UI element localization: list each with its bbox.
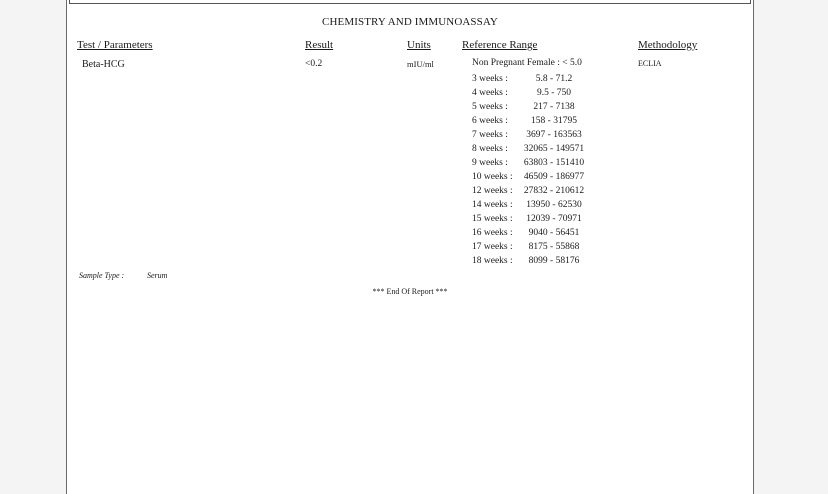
header-units: Units	[407, 39, 431, 51]
reference-week-label: 17 weeks :	[472, 242, 513, 252]
reference-week-label: 6 weeks :	[472, 116, 508, 126]
header-result: Result	[305, 39, 334, 51]
header-methodology: Methodology	[638, 39, 698, 51]
reference-week-label: 15 weeks :	[472, 214, 513, 224]
reference-week-range: 27832 - 210612	[523, 186, 585, 196]
reference-week-range: 3697 - 163563	[526, 130, 582, 140]
reference-week-label: 5 weeks :	[472, 102, 508, 112]
header-frame	[69, 0, 751, 4]
sample-type-value: Serum	[147, 271, 168, 280]
reference-week-range: 9.5 - 750	[536, 88, 572, 98]
reference-week-label: 3 weeks :	[472, 74, 508, 84]
reference-week-label: 10 weeks :	[472, 172, 513, 182]
reference-week-range: 63803 - 151410	[523, 158, 585, 168]
reference-week-range: 32065 - 149571	[523, 144, 585, 154]
reference-week-range: 46509 - 186977	[523, 172, 585, 182]
reference-non-pregnant: Non Pregnant Female : < 5.0	[472, 58, 582, 68]
reference-week-label: 12 weeks :	[472, 186, 513, 196]
reference-week-range: 12039 - 70971	[526, 214, 582, 224]
sample-type-label: Sample Type :	[79, 271, 125, 280]
units-value: mIU/ml	[407, 59, 434, 69]
reference-week-range: 8175 - 55868	[528, 242, 580, 252]
reference-week-label: 18 weeks :	[472, 256, 513, 266]
section-title: CHEMISTRY AND IMMUNOASSAY	[322, 16, 498, 28]
test-name: Beta-HCG	[82, 59, 125, 70]
end-of-report: *** End Of Report ***	[372, 287, 448, 296]
reference-week-range: 9040 - 56451	[528, 228, 580, 238]
methodology-value: ECLIA	[638, 59, 662, 68]
result-value: <0.2	[305, 59, 323, 69]
report-page	[66, 0, 754, 494]
reference-week-range: 8099 - 58176	[528, 256, 580, 266]
reference-week-label: 8 weeks :	[472, 144, 508, 154]
header-test-parameters: Test / Parameters	[77, 39, 153, 51]
reference-week-range: 158 - 31795	[531, 116, 577, 126]
reference-week-range: 13950 - 62530	[526, 200, 582, 210]
reference-week-label: 16 weeks :	[472, 228, 513, 238]
reference-week-range: 217 - 7138	[533, 102, 575, 112]
header-reference-range: Reference Range	[462, 39, 538, 51]
reference-week-label: 7 weeks :	[472, 130, 508, 140]
reference-week-label: 4 weeks :	[472, 88, 508, 98]
reference-week-label: 9 weeks :	[472, 158, 508, 168]
reference-week-range: 5.8 - 71.2	[535, 74, 573, 84]
reference-week-label: 14 weeks :	[472, 200, 513, 210]
